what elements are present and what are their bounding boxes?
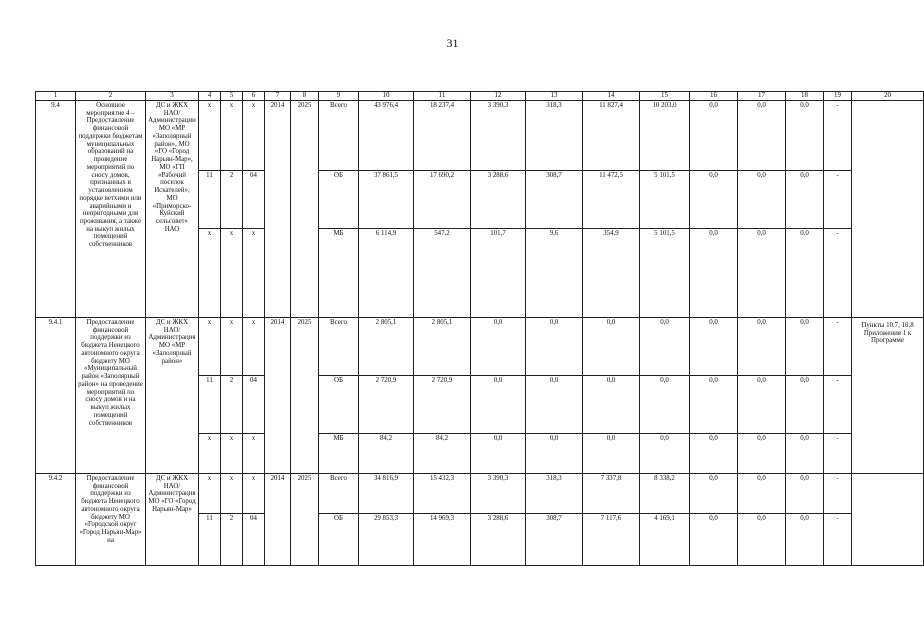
code-c4: 11	[199, 514, 221, 566]
amount-c15: 5 101,5	[640, 171, 690, 229]
amount-c15: 5 101,5	[640, 229, 690, 318]
code-c4: х	[199, 229, 221, 318]
end-year: 2025	[291, 318, 319, 474]
code-c4: 11	[199, 376, 221, 434]
item-number: 9.4	[36, 101, 76, 318]
amount-c16: 0,0	[690, 376, 738, 434]
amount-c17: 0,0	[738, 514, 786, 566]
amount-c11: 84,2	[414, 434, 471, 474]
column-number: 15	[640, 92, 690, 101]
code-c6: х	[243, 474, 265, 514]
column-number: 9	[319, 92, 359, 101]
code-c5: 2	[221, 171, 243, 229]
amount-c12: 101,7	[471, 229, 526, 318]
amount-c11: 2 720,9	[414, 376, 471, 434]
amount-c17: 0,0	[738, 171, 786, 229]
item-description: Предоставление финансовой поддержки из бюджета Ненецкого автономного округа бюджету МО «Муниципальный район «Заполярный район» на проведение мероприятий по сносу домов и на выкуп жилых помещений собственников	[76, 318, 146, 474]
column-number: 16	[690, 92, 738, 101]
amount-c15: 0,0	[640, 434, 690, 474]
amount-c14: 11 827,4	[583, 101, 640, 171]
amount-c12: 3 390,3	[471, 474, 526, 514]
code-c5: х	[221, 474, 243, 514]
column-number: 1	[36, 92, 76, 101]
funding-source: ОБ	[319, 514, 359, 566]
amount-c13: 318,3	[526, 474, 583, 514]
code-c4: х	[199, 434, 221, 474]
dash-cell: -	[824, 376, 852, 434]
amount-c18: 0,0	[786, 514, 824, 566]
end-year: 2025	[291, 101, 319, 318]
amount-c18: 0,0	[786, 171, 824, 229]
program-reference	[852, 101, 924, 318]
code-c5: х	[221, 434, 243, 474]
dash-cell: -	[824, 171, 852, 229]
column-number: 10	[359, 92, 414, 101]
item-number: 9.4.1	[36, 318, 76, 474]
code-c6: 04	[243, 376, 265, 434]
amount-c11: 2 805,1	[414, 318, 471, 376]
funding-source: ОБ	[319, 376, 359, 434]
start-year: 2014	[265, 101, 291, 318]
amount-c16: 0,0	[690, 318, 738, 376]
amount-c13: 0,0	[526, 376, 583, 434]
amount-c14: 7 117,6	[583, 514, 640, 566]
column-number: 8	[291, 92, 319, 101]
amount-c10: 2 805,1	[359, 318, 414, 376]
amount-c18: 0,0	[786, 229, 824, 318]
program-reference	[852, 474, 924, 566]
code-c5: 2	[221, 514, 243, 566]
code-c6: 04	[243, 171, 265, 229]
amount-c13: 318,3	[526, 101, 583, 171]
amount-c16: 0,0	[690, 434, 738, 474]
funding-source: МБ	[319, 434, 359, 474]
column-number: 17	[738, 92, 786, 101]
amount-c15: 0,0	[640, 318, 690, 376]
dash-cell: -	[824, 318, 852, 376]
amount-c17: 0,0	[738, 318, 786, 376]
code-c4: х	[199, 474, 221, 514]
amount-c11: 14 969,3	[414, 514, 471, 566]
code-c6: х	[243, 229, 265, 318]
amount-c18: 0,0	[786, 434, 824, 474]
column-number: 13	[526, 92, 583, 101]
dash-cell: -	[824, 514, 852, 566]
amount-c13: 308,7	[526, 171, 583, 229]
item-description: Основное мероприятие 4 – Предоставление финансовой поддержки бюджетам муниципальных образований на проведение мероприятий по сносу домов, признанных в установленном порядке ветхими или аварийными и непригодными для проживания, а также на выкуп жилых помещений собственников	[76, 101, 146, 318]
code-c6: х	[243, 434, 265, 474]
code-c5: 2	[221, 376, 243, 434]
amount-c10: 29 853,3	[359, 514, 414, 566]
amount-c10: 43 976,4	[359, 101, 414, 171]
amount-c17: 0,0	[738, 434, 786, 474]
column-number: 5	[221, 92, 243, 101]
amount-c11: 17 690,2	[414, 171, 471, 229]
code-c4: 11	[199, 171, 221, 229]
amount-c17: 0,0	[738, 376, 786, 434]
dash-cell: -	[824, 474, 852, 514]
amount-c10: 2 720,9	[359, 376, 414, 434]
amount-c18: 0,0	[786, 318, 824, 376]
amount-c15: 4 169,1	[640, 514, 690, 566]
code-c4: х	[199, 101, 221, 171]
amount-c16: 0,0	[690, 171, 738, 229]
amount-c11: 18 237,4	[414, 101, 471, 171]
column-number: 11	[414, 92, 471, 101]
amount-c12: 0,0	[471, 376, 526, 434]
column-number: 2	[76, 92, 146, 101]
column-number: 14	[583, 92, 640, 101]
funding-source: Всего	[319, 101, 359, 171]
code-c5: х	[221, 101, 243, 171]
amount-c10: 34 816,9	[359, 474, 414, 514]
amount-c11: 547,2	[414, 229, 471, 318]
amount-c16: 0,0	[690, 514, 738, 566]
column-number-row	[36, 92, 924, 101]
column-number: 7	[265, 92, 291, 101]
code-c6: х	[243, 101, 265, 171]
amount-c14: 0,0	[583, 376, 640, 434]
column-number: 3	[146, 92, 199, 101]
amount-c15: 10 203,0	[640, 101, 690, 171]
amount-c16: 0,0	[690, 101, 738, 171]
table-row	[36, 318, 924, 376]
amount-c18: 0,0	[786, 101, 824, 171]
amount-c12: 3 288,6	[471, 514, 526, 566]
amount-c16: 0,0	[690, 229, 738, 318]
amount-c13: 0,0	[526, 434, 583, 474]
code-c5: х	[221, 318, 243, 376]
dash-cell: -	[824, 229, 852, 318]
amount-c10: 37 861,5	[359, 171, 414, 229]
table-row	[36, 474, 924, 514]
amount-c14: 0,0	[583, 318, 640, 376]
amount-c14: 11 472,5	[583, 171, 640, 229]
dash-cell: -	[824, 434, 852, 474]
column-number: 6	[243, 92, 265, 101]
code-c6: х	[243, 318, 265, 376]
amount-c15: 0,0	[640, 376, 690, 434]
amount-c12: 0,0	[471, 318, 526, 376]
budget-table	[35, 91, 924, 566]
funding-source: ОБ	[319, 171, 359, 229]
amount-c18: 0,0	[786, 376, 824, 434]
amount-c17: 0,0	[738, 101, 786, 171]
dash-cell: -	[824, 101, 852, 171]
code-c6: 04	[243, 514, 265, 566]
amount-c11: 15 432,3	[414, 474, 471, 514]
amount-c17: 0,0	[738, 229, 786, 318]
item-number: 9.4.2	[36, 474, 76, 566]
amount-c12: 0,0	[471, 434, 526, 474]
item-executor: ДС и ЖКХ НАО/ Администрации МО «МР «Заполярный район», МО «ГО «Город Нарьян-Мар», МО «ГП «Рабочий поселок Искателей», МО «Приморско-Куйский сельсовет» НАО	[146, 101, 199, 318]
amount-c13: 308,7	[526, 514, 583, 566]
amount-c14: 0,0	[583, 434, 640, 474]
item-executor: ДС и ЖКХ НАО/ Администрация МО «МР «Заполярный район»	[146, 318, 199, 474]
funding-source: Всего	[319, 474, 359, 514]
page-number: 31	[446, 36, 459, 50]
end-year: 2025	[291, 474, 319, 566]
amount-c15: 8 338,2	[640, 474, 690, 514]
amount-c14: 354,9	[583, 229, 640, 318]
code-c5: х	[221, 229, 243, 318]
column-number: 12	[471, 92, 526, 101]
start-year: 2014	[265, 318, 291, 474]
amount-c18: 0,0	[786, 474, 824, 514]
amount-c17: 0,0	[738, 474, 786, 514]
code-c4: х	[199, 318, 221, 376]
item-description: Предоставление финансовой поддержки из бюджета Ненецкого автономного округа бюджету МО «Городской округ «Город Нарьян-Мар» на	[76, 474, 146, 566]
amount-c10: 84,2	[359, 434, 414, 474]
amount-c10: 6 114,9	[359, 229, 414, 318]
column-number: 20	[852, 92, 924, 101]
item-executor: ДС и ЖКХ НАО/ Администрация МО «ГО «Город Нарьян-Мар»	[146, 474, 199, 566]
amount-c13: 0,0	[526, 318, 583, 376]
amount-c16: 0,0	[690, 474, 738, 514]
table-row	[36, 101, 924, 171]
amount-c12: 3 390,3	[471, 101, 526, 171]
funding-source: МБ	[319, 229, 359, 318]
column-number: 19	[824, 92, 852, 101]
start-year: 2014	[265, 474, 291, 566]
funding-source: Всего	[319, 318, 359, 376]
amount-c13: 9,6	[526, 229, 583, 318]
column-number: 4	[199, 92, 221, 101]
program-reference: Пункты 10.7, 10.8 Приложения 1 к Программе	[852, 318, 924, 474]
column-number: 18	[786, 92, 824, 101]
amount-c12: 3 288,6	[471, 171, 526, 229]
amount-c14: 7 337,8	[583, 474, 640, 514]
